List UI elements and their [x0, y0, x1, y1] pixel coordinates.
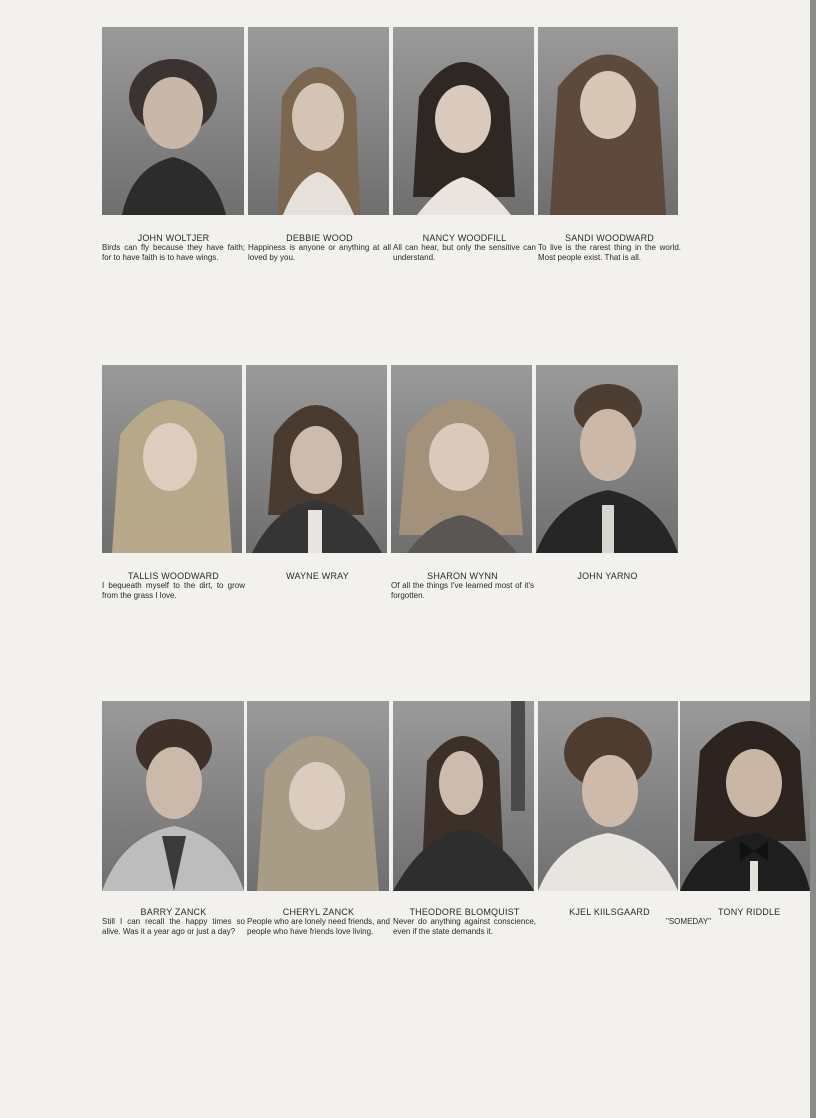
- student-name: JOHN YARNO: [577, 571, 638, 581]
- student-name: KJEL KIILSGAARD: [569, 907, 650, 917]
- portrait-photo: [248, 27, 389, 215]
- portrait-photo: [102, 27, 244, 215]
- page-edge: [810, 0, 816, 1118]
- student-quote: I bequeath myself to the dirt, to grow from the grass I love.: [102, 581, 245, 600]
- student-quote: Never do anything against conscience, even if the state demands it.: [393, 917, 536, 936]
- portrait-photo: [538, 27, 678, 215]
- student-quote: Of all the things I've learned most of it's forgotten.: [391, 581, 534, 600]
- student-name: CHERYL ZANCK: [282, 907, 355, 917]
- student-name: JOHN WOLTJER: [137, 233, 210, 243]
- student-name: SHARON WYNN: [427, 571, 498, 581]
- portrait-photo: [246, 365, 387, 553]
- portrait-photo: [538, 701, 678, 891]
- portrait-photo: [102, 365, 242, 553]
- student-quote: "SOMEDAY": [666, 917, 712, 926]
- student-name: THEODORE BLOMQUIST: [409, 907, 520, 917]
- student-quote: People who are lonely need friends, and people who have friends love living.: [247, 917, 390, 936]
- portrait-photo: [393, 27, 534, 215]
- portrait-photo: [393, 701, 534, 891]
- student-name: BARRY ZANCK: [140, 907, 207, 917]
- student-name: TALLIS WOODWARD: [127, 571, 219, 581]
- student-quote: Happiness is anyone or anything at all loved by you.: [248, 243, 391, 262]
- portrait-photo: [247, 701, 389, 891]
- student-quote: Still I can recall the happy times so alive. Was it a year ago or just a day?: [102, 917, 245, 936]
- student-name: SANDI WOODWARD: [565, 233, 654, 243]
- portrait-photo: [536, 365, 678, 553]
- student-quote: Birds can fly because they have faith; for to have faith is to have wings.: [102, 243, 245, 262]
- portrait-photo: [680, 701, 810, 891]
- student-name: WAYNE WRAY: [286, 571, 349, 581]
- portrait-photo: [102, 701, 244, 891]
- student-name: NANCY WOODFILL: [422, 233, 507, 243]
- student-name: TONY RIDDLE: [718, 907, 781, 917]
- portrait-photo: [391, 365, 532, 553]
- student-name: DEBBIE WOOD: [286, 233, 353, 243]
- student-quote: To live is the rarest thing in the world. Most people exist. That is all.: [538, 243, 681, 262]
- student-quote: All can hear, but only the sensitive can understand.: [393, 243, 536, 262]
